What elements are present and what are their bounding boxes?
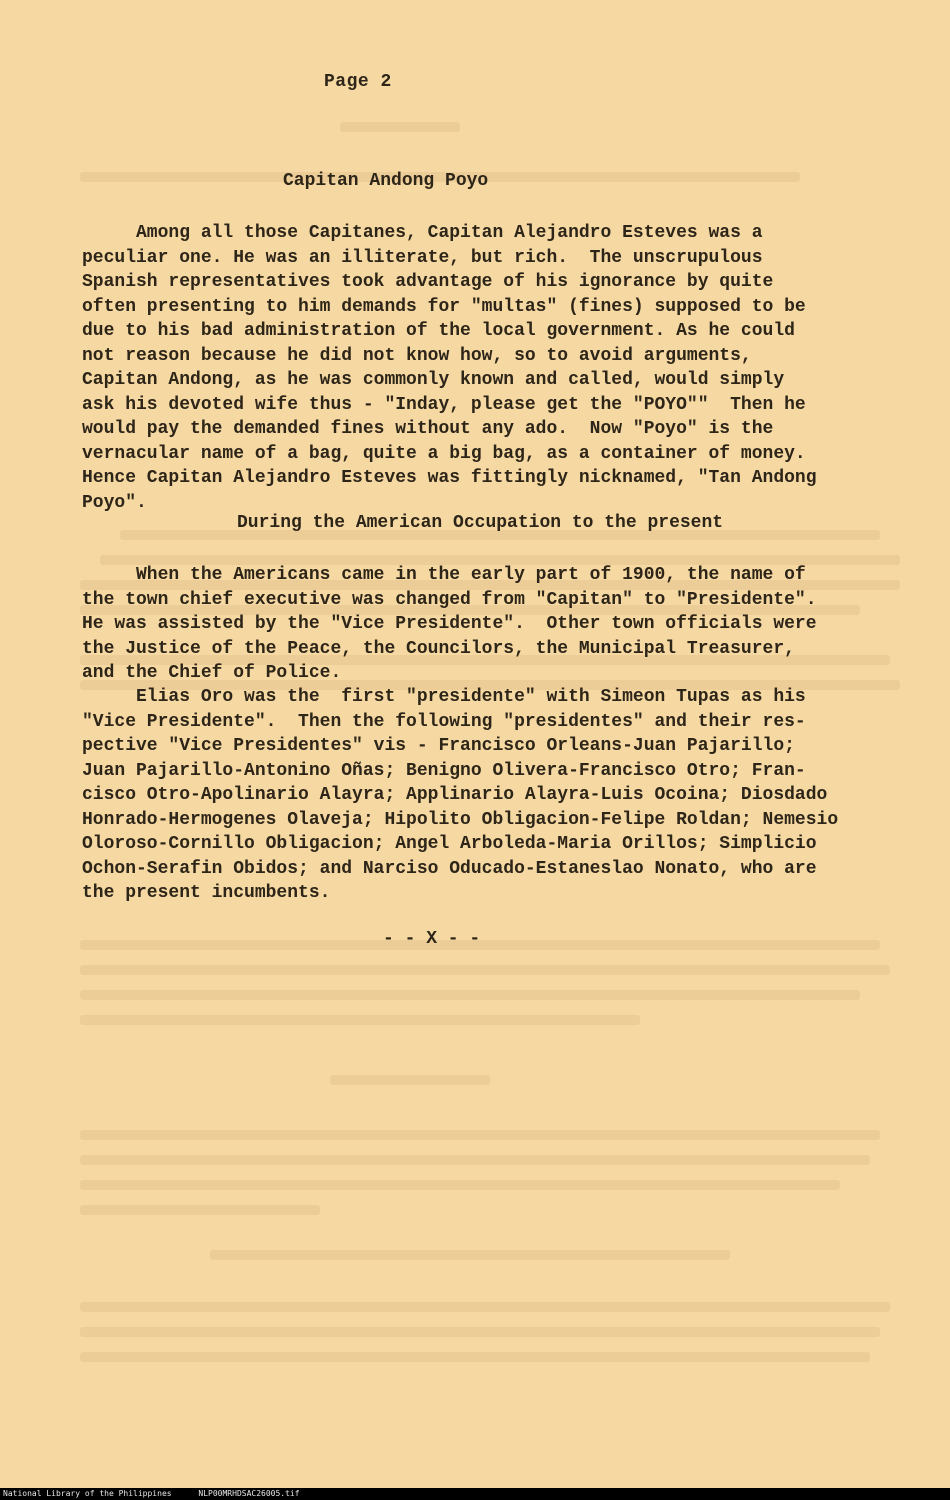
text-line: Poyo".	[82, 492, 147, 513]
footer-library-name: National Library of the Philippines	[3, 1489, 172, 1498]
text-line: When the Americans came in the early part of 1900, the name of	[82, 565, 806, 585]
subheading-american-occupation: During the American Occupation to the present	[237, 513, 724, 533]
section-title: Capitan Andong Poyo	[283, 171, 489, 191]
text-line: Hence Capitan Alejandro Esteves was fittingly nicknamed, "Tan Andong	[82, 468, 817, 488]
paragraph-americans	[82, 563, 912, 686]
paragraph-presidentes	[82, 685, 912, 906]
text-line: Capitan Andong, as he was commonly known and called, would simply	[82, 370, 785, 390]
text-line: would pay the demanded fines without any ado. Now "Poyo" is the	[82, 419, 774, 439]
text-line: vernacular name of a bag, quite a big bag, as a container of money.	[82, 443, 806, 464]
text-line: ask his devoted wife thus - "Inday, please get the "POYO"" Then he	[82, 394, 806, 415]
footer-filename: NLP00MRHDSAC26005.tif	[198, 1489, 300, 1498]
text-line: often presenting to him demands for "multas" (fines) supposed to be	[82, 296, 806, 317]
text-line: "Vice Presidente". Then the following "presidentes" and their res-	[82, 711, 806, 732]
text-line: Juan Pajarillo-Antonino Oñas; Benigno Olivera-Francisco Otro; Fran-	[82, 760, 806, 781]
text-line: not reason because he did not know how, so to avoid arguments,	[82, 345, 752, 366]
text-line: pective "Vice Presidentes" vis - Francisco Orleans-Juan Pajarillo;	[82, 736, 795, 756]
text-line: and the Chief of Police.	[82, 663, 342, 683]
text-line: peculiar one. He was an illiterate, but rich. The unscrupulous	[82, 247, 763, 268]
end-mark: - - X - -	[383, 929, 481, 949]
scan-footer	[0, 1488, 950, 1500]
text-line: Among all those Capitanes, Capitan Alejandro Esteves was a	[82, 223, 763, 243]
text-line: the Justice of the Peace, the Councilors, the Municipal Treasurer,	[82, 638, 795, 659]
text-line: the present incumbents.	[82, 883, 331, 903]
text-line: Spanish representatives took advantage of his ignorance by quite	[82, 272, 774, 292]
paragraph-capitan-andong	[82, 221, 912, 515]
text-line: the town chief executive was changed from "Capitan" to "Presidente".	[82, 589, 817, 610]
text-line: He was assisted by the "Vice Presidente". Other town officials were	[82, 614, 817, 634]
page-number: Page 2	[324, 72, 392, 92]
text-line: cisco Otro-Apolinario Alayra; Applinario Alayra-Luis Ocoina; Diosdado	[82, 785, 828, 805]
text-line: Elias Oro was the first "presidente" with Simeon Tupas as his	[82, 687, 806, 707]
text-line: Honrado-Hermogenes Olaveja; Hipolito Obligacion-Felipe Roldan; Nemesio	[82, 809, 839, 830]
text-line: Ochon-Serafin Obidos; and Narciso Oducado-Estaneslao Nonato, who are	[82, 858, 817, 879]
text-line: due to his bad administration of the local government. As he could	[82, 321, 795, 341]
text-line: Oloroso-Cornillo Obligacion; Angel Arboleda-Maria Orillos; Simplicio	[82, 834, 817, 854]
